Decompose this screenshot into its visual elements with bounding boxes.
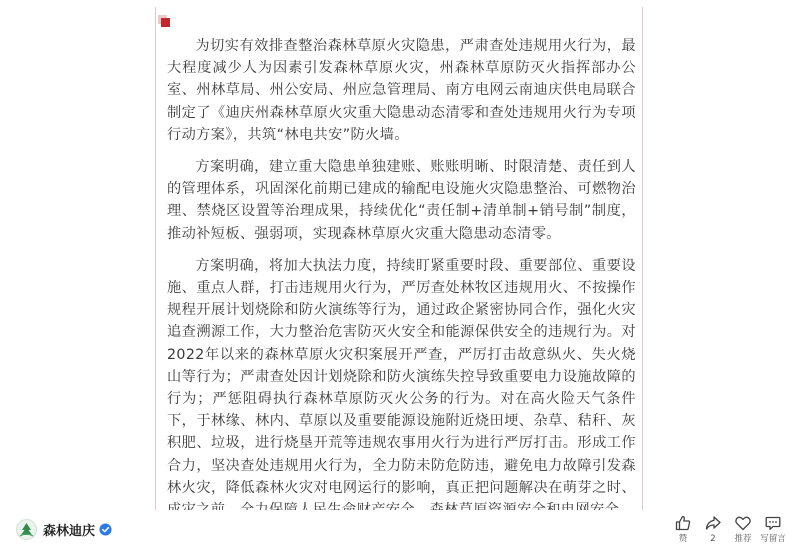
action-group [668, 514, 788, 544]
bottom-action-bar [0, 510, 800, 548]
article-paragraph-3: 方案明确，将加大执法力度，持续盯紧重要时段、重要部位、重要设施、重点人群，打击违规用火行为，严厉查处林牧区违规用火、不按操作规程开展计划烧除和防火演练等行为，通过政企紧密协同合作，强化火灾追查溯源工作，大力整治危害防灭火安全和能源保供安全的违规行为。对2022年以来的森林草原火灾积案展开严查，严厉打击故意纵火、失火烧山等行为；严肃查处因计划烧除和防火演练失控导致重要电力设施故障的行为；严惩阻碍执行森林草原防灭火公务的行为。对在高火险天气条件下，于林缘、林内、草原以及重要能源设施附近烧田埂、杂草、秸秆、灰积肥、垃圾，进行烧垦开荒等违规农事用火行为进行严厉打击。形成工作合力，坚决查处违规用火行为，全力防未防危防违，避免电力故障引发森林火灾，降低森林火灾对电网运行的影响，真正把问题解决在萌芽之时、 [167, 257, 636, 496]
share-button[interactable] [698, 514, 728, 544]
article-frame [155, 7, 643, 510]
comment-icon [764, 514, 782, 532]
recommend-label: 推荐 [734, 534, 752, 544]
forest-logo-icon[interactable] [16, 519, 37, 540]
article-body [167, 35, 636, 531]
like-button[interactable] [668, 514, 698, 544]
article-paragraph-2: 方案明确，建立重大隐患单独建账、账账明晰、时限清楚、责任到人的管理体系，巩固深化前期已建成的输配电设施火灾隐患整治、可燃物治理、禁烧区设置等治理成果，持续优化“责任制+清单制+销号制”制度，推动补短板、强弱项，实现森林草原火灾重大隐患动态清零。 [167, 159, 636, 242]
corner-decoration [158, 15, 170, 27]
author-name[interactable]: 森林迪庆 [43, 523, 96, 539]
thumbs-up-icon [674, 514, 692, 532]
like-label: 赞 [678, 534, 688, 544]
share-count: 2 [710, 534, 716, 544]
heart-icon [734, 514, 752, 532]
verified-badge-icon [99, 523, 112, 536]
comment-label: 写留言 [760, 534, 786, 544]
share-arrow-icon [704, 514, 722, 532]
author-info[interactable] [16, 518, 112, 540]
article-paragraph-1: 为切实有效排查整治森林草原火灾隐患，严肃查处违规用火行为，最大程度减少人为因素引发森林草原火灾，州森林草原防灭火指挥部办公室、州林草局、州公安局、州应急管理局、南方电网云南迪庆供电局联合制定了《迪庆州森林草原火灾重大隐患动态清零和查处违规用火行为专项行动方案》，共筑“林电共安”防火墙。 [167, 38, 636, 143]
recommend-button[interactable] [728, 514, 758, 544]
comment-button[interactable] [758, 514, 788, 544]
